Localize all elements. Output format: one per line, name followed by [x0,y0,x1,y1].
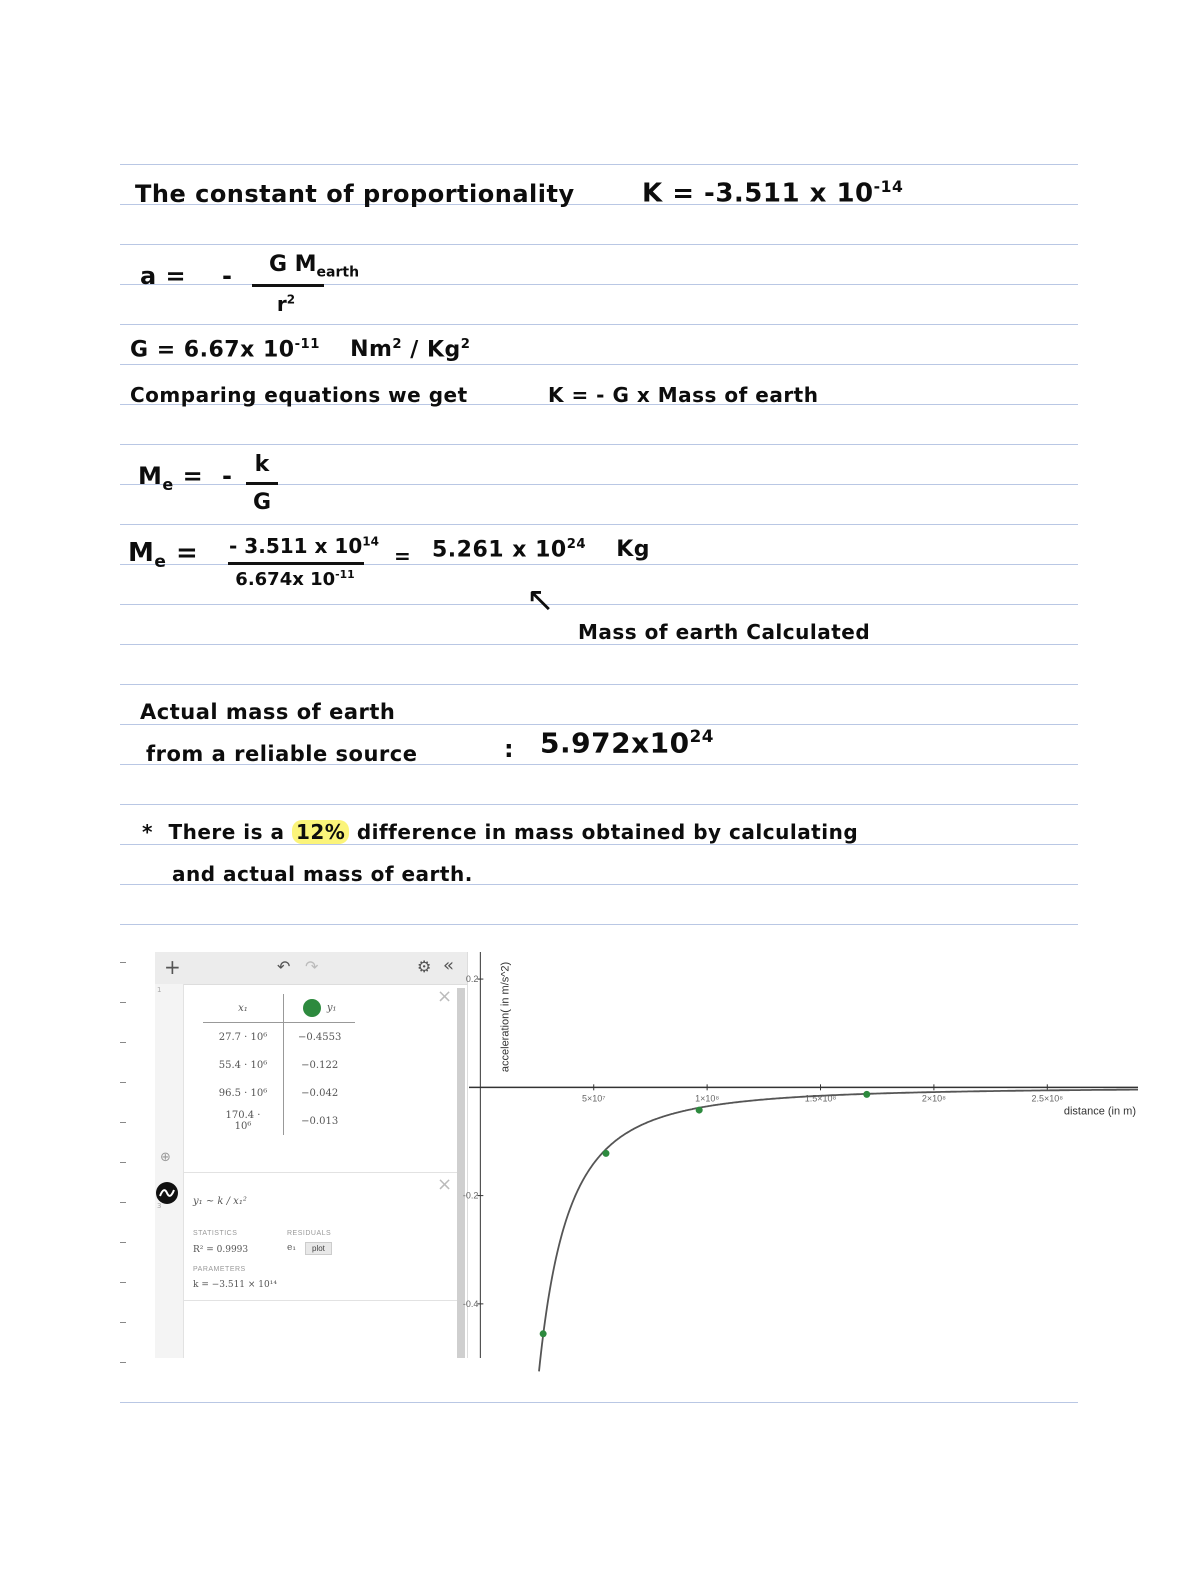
x-tick-label: 5×10⁷ [581,1093,606,1104]
point-style-icon[interactable] [303,999,321,1017]
expression-divider [183,1300,457,1301]
me-numerator-1: k [254,452,270,477]
x-tick-label: 1.5×10⁸ [804,1093,837,1104]
calculated-mass: 5.261 x $10^{24}$ Kg [432,537,651,563]
proportionality-text: The constant of proportionality [135,180,575,208]
table-row [203,1023,355,1052]
x-tick-label: 2.5×10⁸ [1031,1093,1064,1104]
data-point [540,1330,547,1337]
table-row [203,1051,355,1079]
close-table-icon[interactable]: × [437,986,453,1007]
y-column-header[interactable]: y₁ [284,994,356,1023]
close-regression-icon[interactable]: × [437,1174,453,1195]
redo-button[interactable]: ↷ [305,957,319,976]
undo-button[interactable]: ↶ [277,957,291,976]
table-row [203,1107,355,1135]
y-axis-label: acceleration( in m/s^2) [499,961,512,1073]
data-point [863,1091,870,1098]
table-cell-x[interactable]: 27.7 · 10⁶ [203,1023,284,1052]
eq-a-denominator: $r^2$ [276,292,296,316]
table-cell-x[interactable]: 96.5 · 10⁶ [203,1079,284,1107]
x-axis-label: distance (in m) [1063,1105,1136,1118]
eq-a-numerator: G $M_{earth}$ [268,252,360,281]
table-cell-x[interactable]: 55.4 · 10⁶ [203,1051,284,1079]
zoom-fit-icon[interactable]: ⊕ [160,1150,171,1165]
x-tick-label: 2×10⁸ [921,1093,946,1104]
annotation-text: Mass of earth Calculated [578,620,871,644]
table-cell-y[interactable]: −0.122 [301,1059,339,1071]
me-denominator-1: G [252,490,272,515]
regression-icon [156,1182,178,1204]
me-fraction-bar-2 [228,562,364,565]
me-denominator-2: 6.674x $10^{-11}$ [235,568,355,590]
plot-residuals-button[interactable]: plot [305,1242,332,1255]
k-value: K = -3.511 x $10^{-14}$ [642,178,904,209]
y-tick-label: 0.2 [465,974,479,985]
table-cell-x[interactable]: 170.4 · 10⁶ [203,1107,284,1135]
desmos-screenshot [155,952,1138,1358]
data-point [602,1150,609,1157]
comparing-text: Comparing equations we get [130,383,468,407]
y-tick-label: -0.2 [462,1190,479,1201]
x-column-header[interactable]: x₁ [203,994,284,1023]
eq-a-lhs: a = [140,262,187,290]
parameters-label: PARAMETERS [193,1266,246,1273]
table-cell-y[interactable]: −0.013 [301,1115,339,1127]
data-point [696,1107,703,1114]
collapse-panel-button[interactable]: « [443,955,455,976]
actual-mass-line2: from a reliable source [146,742,418,766]
residual-variable: e₁ [287,1243,296,1253]
me-eq2: = [394,544,412,568]
me-sign-1: - [222,462,233,490]
actual-mass-colon: : [504,735,515,763]
statistics-label: STATISTICS [193,1230,238,1237]
comparing-result: K = - G x Mass of earth [548,383,819,407]
regression-wave-icon [156,1182,178,1204]
eq-a-fraction-bar [252,284,324,287]
expression-panel [155,952,468,1358]
residuals-label: RESIDUALS [287,1230,332,1237]
difference-line2: and actual mass of earth. [172,862,473,886]
k-parameter-value: k = −3.511 × 10¹⁴ [193,1280,277,1290]
expression-gutter [155,984,184,1358]
graph-svg[interactable] [462,952,1138,1358]
actual-mass-value: $5.972x10^{24}$ [540,726,714,760]
me-numerator-2: - 3.511 x $10^{14}$ [229,534,379,558]
table-cell-y[interactable]: −0.042 [301,1087,339,1099]
y-tick-label: -0.4 [462,1298,479,1309]
gravitational-constant: G = 6.67x $10^{-11}$ Nm$^2$ / Kg$^2$ [130,337,471,363]
difference-highlight: 12% [292,820,349,844]
eq-a-sign: - [222,262,233,290]
row-number-1: 1 [157,986,162,994]
actual-mass-line1: Actual mass of earth [140,700,396,724]
expression-divider [183,1172,457,1173]
regression-formula[interactable]: y₁ ~ k / x₁² [193,1196,247,1207]
r-squared-value: R² = 0.9993 [193,1245,249,1255]
settings-gear-icon[interactable]: ⚙ [417,957,432,976]
expression-toolbar [155,952,467,985]
annotation-arrow: ↖ [526,580,555,620]
table-header-row [203,994,355,1023]
data-table [203,994,355,1135]
graph-area[interactable] [462,952,1138,1358]
table-row [203,1079,355,1107]
me-fraction-bar-1 [246,482,278,485]
table-cell-y[interactable]: −0.4553 [298,1031,342,1043]
me-lhs-1: $M_e$ = [138,462,204,494]
difference-line1: * There is a 12% difference in mass obtained by calculating [142,820,859,844]
row-number-3: 3 [157,1202,162,1210]
add-expression-button[interactable]: + [164,955,181,979]
x-tick-label: 1×10⁸ [695,1093,720,1104]
me-lhs-2: $M_e$ = [128,538,199,573]
regression-curve [539,1090,1138,1372]
